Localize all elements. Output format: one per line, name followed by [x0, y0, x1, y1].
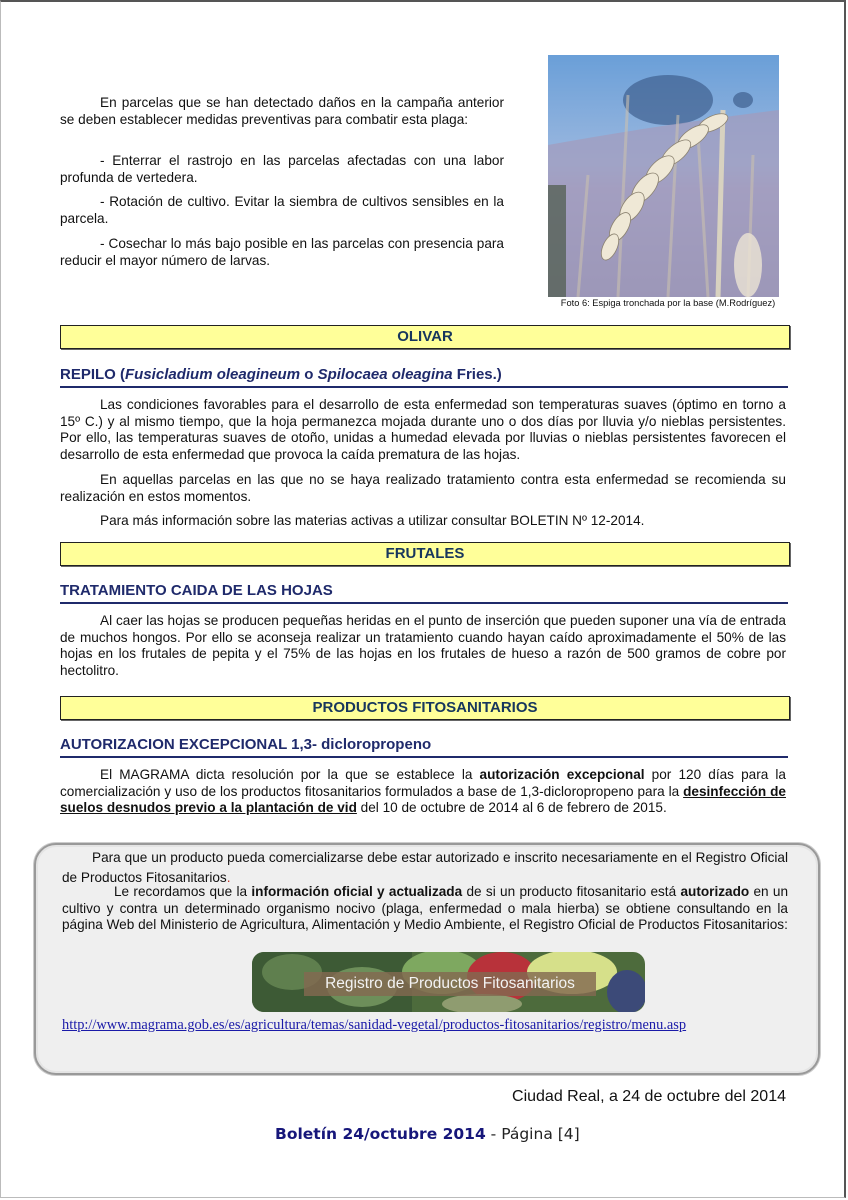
bulletin-title: Boletín 24/octubre 2014: [275, 1125, 486, 1143]
repilo-species-1: Fusicladium oleagineum: [125, 366, 301, 383]
repilo-species-2: Spilocaea oleagina: [317, 366, 453, 383]
productos-bold-autorizacion: autorización excepcional: [479, 767, 645, 782]
productos-text-a: El MAGRAMA dicta resolución por la que se establece la: [100, 767, 480, 782]
wheat-image: [548, 55, 779, 297]
repilo-title-e: Fries.): [452, 366, 502, 383]
productos-heading: AUTORIZACION EXCEPCIONAL 1,3- dicloropropeno: [60, 736, 788, 758]
place-date: Ciudad Real, a 24 de octubre del 2014: [512, 1088, 786, 1105]
info-text-1: Para que un producto pueda comercializarse debe estar autorizado e inscrito necesariamente en el Registro Oficial de Productos Fitosanitarios: [62, 850, 788, 885]
info-text-2e: en un cultivo y contra un determinado organismo nocivo (plaga, enfermedad o mala hierba) se obtiene consultando en la página Web del Ministerio de Agricultura, Alimentación y Medio Ambiente, el Registro Oficial de Productos Fitosanitarios:: [62, 884, 789, 933]
info-bold-oficial: información oficial y actualizada: [251, 884, 463, 899]
repilo-heading: [60, 366, 788, 388]
repilo-title-a: REPILO (: [60, 366, 126, 383]
olivar-paragraph-2: En aquellas parcelas en las que no se haya realizado tratamiento contra esta enfermedad se recomienda su realización en estos momentos.: [60, 472, 786, 504]
intro-list-item: - Cosechar lo más bajo posible en las parcelas con presencia para reducir el mayor número de larvas.: [60, 236, 504, 268]
info-text-2c: de si un producto fitosanitario está: [462, 884, 681, 899]
productos-text-c: por 120 días para la comercialización y uso de los productos fitosanitarios formulados a base de 1,3-dicloropropeno para la: [60, 767, 786, 799]
info-paragraph-2: [62, 884, 788, 934]
frutales-paragraph: Al caer las hojas se producen pequeñas heridas en el punto de inserción que pueden suponer una vía de entrada de muchos hongos. Por ello se aconseja realizar un tratamiento cuando hayan caído aproximadamente el 50% de las hojas en los frutales de pepita y el 75% de las hojas en los frutales de hueso a razón de 500 gramos de cobre por hectolitro.: [60, 613, 786, 678]
registro-banner-label: Registro de Productos Fitosanitarios: [304, 972, 596, 996]
intro-list-item: - Rotación de cultivo. Evitar la siembra de cultivos sensibles en la parcela.: [60, 194, 504, 226]
section-banner-olivar: OLIVAR: [60, 325, 790, 349]
intro-list-item: - Enterrar el rastrojo en las parcelas afectadas con una labor profunda de vertedera.: [60, 153, 504, 185]
section-banner-frutales: FRUTALES: [60, 542, 790, 566]
registro-banner-button[interactable]: [252, 952, 645, 1012]
info-text-1-dot: .: [226, 870, 231, 885]
olivar-paragraph-1: Las condiciones favorables para el desarrollo de esta enfermedad son temperaturas suaves (óptimo en torno a 15º C.) y al mismo tiempo, que la hoja permanezca mojada durante uno o dos días por lluvia y/o nieblas persistentes. Por ello, las temperaturas suaves de otoño, unidas a humedad elevada por lluvias o nieblas persistentes favorecen el desarrollo de esta enfermedad que provoca la caída prematura de las hojas.: [60, 397, 786, 462]
productos-text-e: del 10 de octubre de 2014 al 6 de febrero de 2015.: [356, 800, 667, 816]
repilo-title-c: o: [300, 366, 318, 383]
wheat-photo: [548, 55, 779, 297]
info-paragraph-1: [62, 848, 788, 888]
photo-caption: Foto 6: Espiga tronchada por la base (M.Rodríguez): [560, 298, 776, 308]
page-number: - Página [4]: [485, 1125, 580, 1143]
registro-link[interactable]: http://www.magrama.gob.es/es/agricultura/temas/sanidad-vegetal/productos-fitosanitarios/registro/menu.asp: [62, 1017, 687, 1033]
frutales-heading: TRATAMIENTO CAIDA DE LAS HOJAS: [60, 582, 788, 604]
intro-paragraph: En parcelas que se han detectado daños en la campaña anterior se deben establecer medidas preventivas para combatir esta plaga:: [60, 95, 504, 127]
productos-bold-desinfeccion: desinfección de suelos desnudos previo a la plantación de vid: [60, 783, 786, 816]
olivar-paragraph-3: Para más información sobre las materias activas a utilizar consultar BOLETIN Nº 12-2014.: [100, 513, 645, 528]
info-text-2a: Le recordamos que la: [114, 884, 252, 899]
registro-info-box: [34, 843, 820, 1075]
section-banner-productos: PRODUCTOS FITOSANITARIOS: [60, 696, 790, 720]
productos-paragraph: [60, 767, 786, 817]
info-bold-autorizado: autorizado: [680, 884, 750, 899]
page-footer: [275, 1125, 580, 1144]
